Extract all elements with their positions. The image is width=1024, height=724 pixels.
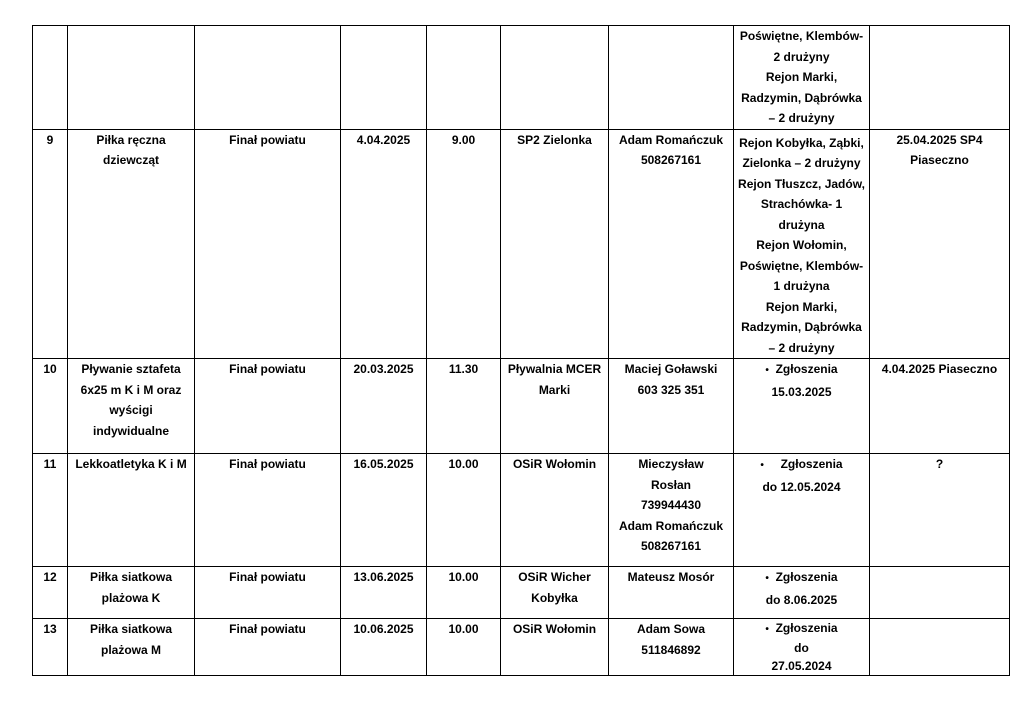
note-line [738,567,865,590]
cell-place [501,26,609,130]
cell-nr: 9 [33,129,68,359]
organizer-line: Adam Romańczuk [618,518,724,533]
cell-next [870,26,1010,130]
cell-place: OSiR Wicher Kobyłka [501,567,609,619]
cell-level: Finał powiatu [195,619,341,676]
note-date: 15.03.2025 [771,384,832,399]
cell-organizer: Mateusz Mosór [609,567,734,619]
cell-next [870,619,1010,676]
cell-organizer: Adam Sowa 511846892 [609,619,734,676]
cell-discipline: Lekkoatletyka K i M [68,454,195,567]
cell-date: 13.06.2025 [341,567,427,619]
cell-discipline [68,26,195,130]
bullet-icon: • [765,624,769,635]
cell-organizer: Maciej Goławski 603 325 351 [609,359,734,454]
cell-note [734,619,870,676]
note-label: Zgłoszenia [775,621,838,635]
cell-regions [734,129,870,359]
cell-note [734,567,870,619]
cell-organizer [609,454,734,567]
table-row [33,454,1010,567]
note-line [738,619,865,639]
table-row [33,619,1010,676]
cell-place: OSiR Wołomin [501,454,609,567]
table-row [33,567,1010,619]
note-date: do 8.06.2025 [765,592,838,607]
cell-level: Finał powiatu [195,454,341,567]
cell-date: 16.05.2025 [341,454,427,567]
cell-time: 10.00 [427,567,501,619]
region-line: Rejon Wołomin, Poświętne, Klembów- 1 drużyna [739,238,864,293]
note-label: Zgłoszenia [775,362,838,376]
cell-level: Finał powiatu [195,567,341,619]
note-date: 27.05.2024 [771,659,832,673]
note-line [738,454,865,477]
cell-organizer [609,26,734,130]
region-line: Rejon Tłuszcz, Jadów, Strachówka- 1 drużyna [738,176,865,232]
table-row [33,129,1010,359]
cell-time: 10.00 [427,619,501,676]
cell-date: 20.03.2025 [341,359,427,454]
note-date: do [794,641,809,655]
organizer-line: 508267161 [640,539,702,553]
cell-note [734,359,870,454]
cell-date [341,26,427,130]
cell-place: OSiR Wołomin [501,619,609,676]
cell-time [427,26,501,130]
region-line: Rejon Kobyłka, Ząbki, Zielonka – 2 drużyny [739,135,864,170]
note-label: Zgłoszenia [780,457,843,471]
bullet-icon: • [765,365,769,376]
cell-level: Finał powiatu [195,359,341,454]
bullet-icon: • [765,573,769,584]
cell-organizer: Adam Romańczuk 508267161 [609,129,734,359]
cell-level [195,26,341,130]
region-line: Rejon Marki, Radzymin, Dąbrówka – 2 drużyny [741,70,862,125]
cell-nr: 11 [33,454,68,567]
cell-time: 10.00 [427,454,501,567]
region-line: Poświętne, Klembów- 2 drużyny [739,29,864,64]
cell-date: 4.04.2025 [341,129,427,359]
organizer-line: Rosłan [650,477,691,492]
cell-date: 10.06.2025 [341,619,427,676]
cell-discipline: Piłka siatkowa plażowa K [68,567,195,619]
organizer-line: Mieczysław [638,457,704,471]
cell-next: 4.04.2025 Piaseczno [870,359,1010,454]
note-date: do 12.05.2024 [762,479,841,494]
bullet-icon: • [760,460,764,471]
cell-level: Finał powiatu [195,129,341,359]
table-row [33,26,1010,130]
organizer-line: 739944430 [640,498,702,512]
cell-discipline: Piłka ręczna dziewcząt [68,129,195,359]
cell-nr: 10 [33,359,68,454]
cell-nr: 13 [33,619,68,676]
cell-discipline: Piłka siatkowa plażowa M [68,619,195,676]
cell-time: 9.00 [427,129,501,359]
cell-nr: 12 [33,567,68,619]
schedule-table [32,25,1010,676]
note-line [738,359,865,382]
cell-next: 25.04.2025 SP4 Piaseczno [870,129,1010,359]
note-label: Zgłoszenia [775,570,838,584]
cell-place: Pływalnia MCER Marki [501,359,609,454]
cell-nr [33,26,68,130]
cell-place: SP2 Zielonka [501,129,609,359]
cell-note [734,454,870,567]
cell-time: 11.30 [427,359,501,454]
cell-next: ? [870,454,1010,567]
region-line: Rejon Marki, Radzymin, Dąbrówka – 2 drużyny [741,299,862,355]
cell-discipline: Pływanie sztafeta 6x25 m K i M oraz wyścigi indywidualne [68,359,195,454]
cell-next [870,567,1010,619]
table-row [33,359,1010,454]
cell-regions [734,26,870,130]
